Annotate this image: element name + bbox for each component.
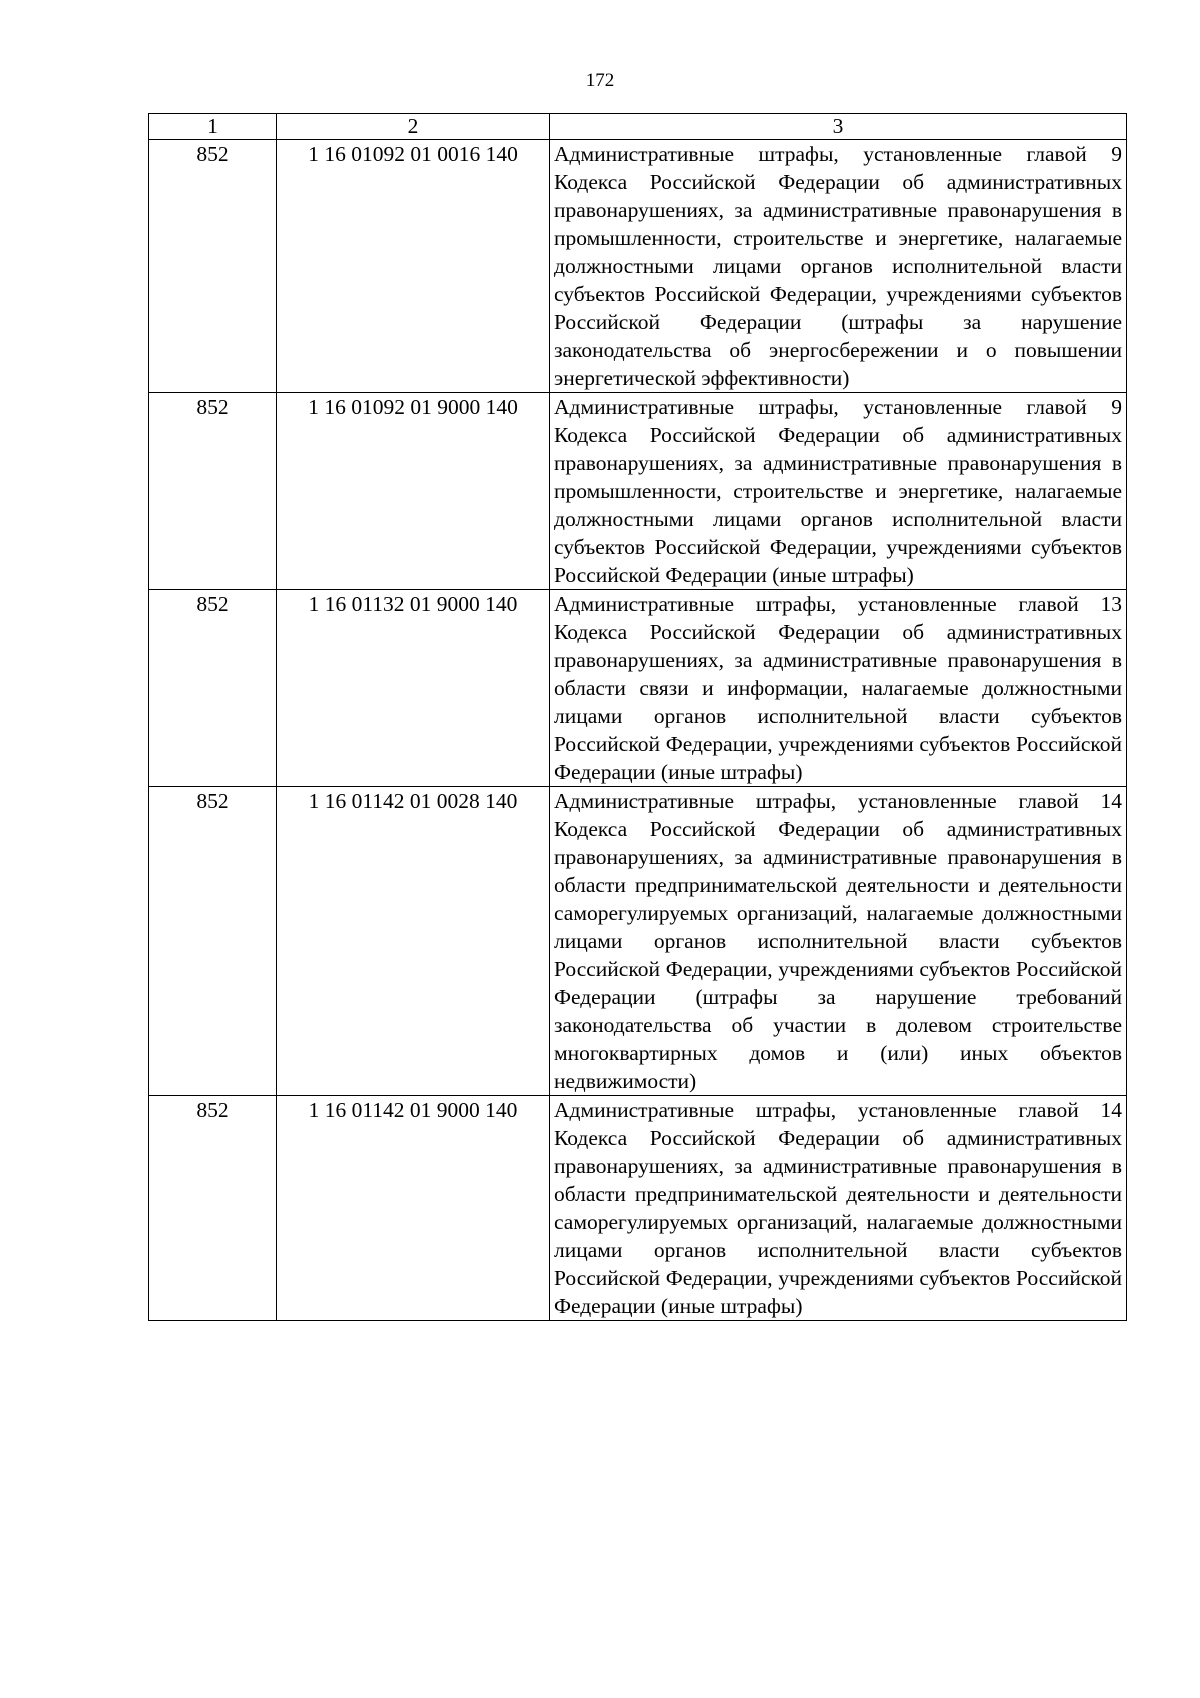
page-number: 172 (585, 70, 615, 91)
budget-code-cell: 1 16 01092 01 9000 140 (277, 393, 550, 590)
budget-code-cell: 1 16 01142 01 0028 140 (277, 787, 550, 1096)
admin-code-cell: 852 (149, 787, 277, 1096)
admin-code-cell: 852 (149, 140, 277, 393)
revenue-codes-table (148, 113, 1127, 1321)
table-row (149, 1096, 1127, 1321)
budget-code-cell: 1 16 01142 01 9000 140 (277, 1096, 550, 1321)
admin-code-cell: 852 (149, 1096, 277, 1321)
table-row (149, 590, 1127, 787)
column-header-1: 1 (149, 114, 277, 140)
budget-code-cell: 1 16 01132 01 9000 140 (277, 590, 550, 787)
description-cell: Административные штрафы, установленные главой 9 Кодекса Российской Федерации об административных правонарушениях, за административные правонарушения в промышленности, строительстве и энергетике, налагаемые должностными лицами органов исполнительной власти субъектов Российской Федерации, учреждениями субъектов Российской Федерации (иные штрафы) (550, 393, 1127, 590)
description-cell: Административные штрафы, установленные главой 13 Кодекса Российской Федерации об административных правонарушениях, за административные правонарушения в области связи и информации, налагаемые должностными лицами органов исполнительной власти субъектов Российской Федерации, учреждениями субъектов Российской Федерации (иные штрафы) (550, 590, 1127, 787)
table-row (149, 393, 1127, 590)
description-cell: Административные штрафы, установленные главой 9 Кодекса Российской Федерации об административных правонарушениях, за административные правонарушения в промышленности, строительстве и энергетике, налагаемые должностными лицами органов исполнительной власти субъектов Российской Федерации, учреждениями субъектов Российской Федерации (штрафы за нарушение законодательства об энергосбережении и о повышении энергетической эффективности) (550, 140, 1127, 393)
admin-code-cell: 852 (149, 393, 277, 590)
column-header-2: 2 (277, 114, 550, 140)
description-cell: Административные штрафы, установленные главой 14 Кодекса Российской Федерации об административных правонарушениях, за административные правонарушения в области предпринимательской деятельности и деятельности саморегулируемых организаций, налагаемые должностными лицами органов исполнительной власти субъектов Российской Федерации, учреждениями субъектов Российской Федерации (штрафы за нарушение требований законодательства об участии в долевом строительстве многоквартирных домов и (или) иных объектов недвижимости) (550, 787, 1127, 1096)
column-header-3: 3 (550, 114, 1127, 140)
table-row (149, 140, 1127, 393)
table-header-row (149, 114, 1127, 140)
table-row (149, 787, 1127, 1096)
budget-code-cell: 1 16 01092 01 0016 140 (277, 140, 550, 393)
admin-code-cell: 852 (149, 590, 277, 787)
description-cell: Административные штрафы, установленные главой 14 Кодекса Российской Федерации об административных правонарушениях, за административные правонарушения в области предпринимательской деятельности и деятельности саморегулируемых организаций, налагаемые должностными лицами органов исполнительной власти субъектов Российской Федерации, учреждениями субъектов Российской Федерации (иные штрафы) (550, 1096, 1127, 1321)
